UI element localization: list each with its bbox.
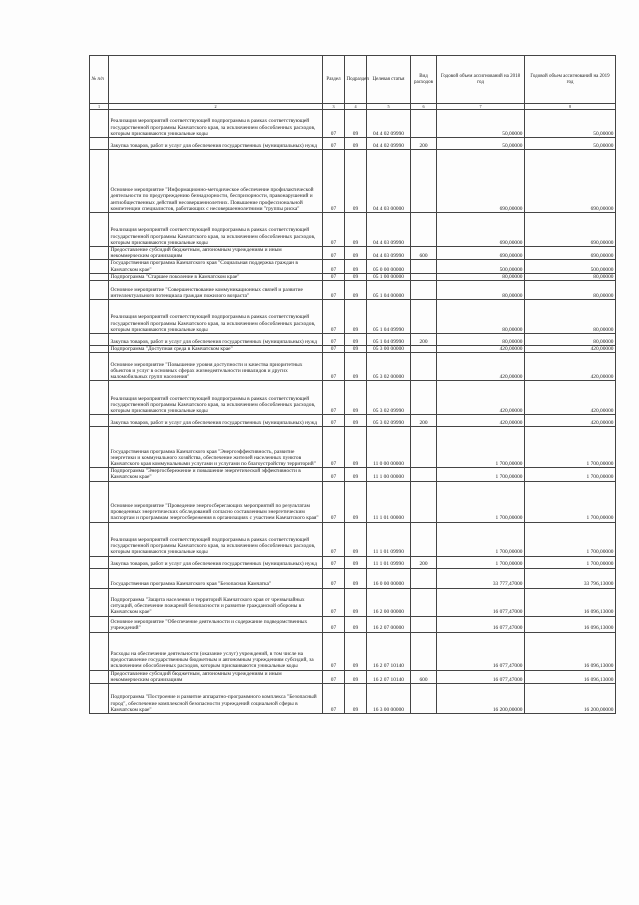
cell-amount-2018: 50,00000 xyxy=(437,110,525,138)
cell-vid: 200 xyxy=(411,556,437,568)
cell-vid xyxy=(411,632,437,670)
header-razdel: Раздел xyxy=(323,56,345,104)
cell-podrazdel: 09 xyxy=(345,213,367,247)
cell-num xyxy=(90,522,109,556)
table-row xyxy=(90,468,616,481)
cell-target: 04 4 03 09990 xyxy=(367,213,411,247)
cell-amount-2018: 1 700,00000 xyxy=(437,556,525,568)
cell-podrazdel: 09 xyxy=(345,247,367,260)
cell-podrazdel: 09 xyxy=(345,381,367,415)
cell-razdel: 07 xyxy=(323,568,345,588)
table-row xyxy=(90,346,616,353)
cell-podrazdel: 09 xyxy=(345,616,367,632)
table-row xyxy=(90,273,616,280)
cell-num xyxy=(90,468,109,481)
cell-razdel: 07 xyxy=(323,588,345,616)
cell-vid xyxy=(411,281,437,300)
header-name xyxy=(109,56,323,104)
cell-target: 16 2 07 10140 xyxy=(367,632,411,670)
cell-name: Государственная программа Камчатского края "Безопасная Камчатка" xyxy=(109,568,323,588)
table-header-row xyxy=(90,56,616,104)
cell-amount-2018: 80,00000 xyxy=(437,273,525,280)
cell-amount-2019: 1 700,00000 xyxy=(525,556,616,568)
cell-podrazdel: 09 xyxy=(345,150,367,213)
cell-amount-2018: 33 777,47000 xyxy=(437,568,525,588)
cell-name: Подпрограмма "Защита населения и территорий Камчатского края от чрезвычайных ситуаций, обеспечение пожарной безопасности и развитие гражданской обороны в Камчатском крае" xyxy=(109,588,323,616)
cell-vid xyxy=(411,381,437,415)
cell-num xyxy=(90,684,109,714)
cell-name: Государственная программа Камчатского края "Энергоэффективность, развитие энергетики и коммунального хозяйства, обеспечение жителей населенных пунктов Камчатского края коммунальными услугами и услугами по благоустройству территорий" xyxy=(109,427,323,468)
cell-vid: 600 xyxy=(411,247,437,260)
cell-razdel: 07 xyxy=(323,247,345,260)
cell-name: Предоставление субсидий бюджетным, автономным учреждениям и иным некоммерческим организациям xyxy=(109,247,323,260)
cell-target: 05 3 02 09990 xyxy=(367,381,411,415)
col-num-5: 5 xyxy=(367,104,411,110)
table-row xyxy=(90,138,616,150)
cell-vid xyxy=(411,300,437,334)
cell-num xyxy=(90,670,109,683)
cell-podrazdel: 09 xyxy=(345,281,367,300)
cell-num xyxy=(90,632,109,670)
cell-amount-2019: 16 096,13000 xyxy=(525,588,616,616)
budget-table xyxy=(89,55,616,714)
cell-target: 05 1 04 00000 xyxy=(367,281,411,300)
cell-name: Реализация мероприятий соответствующей подпрограммы в рамках соответствующей государственной программы Камчатского края, за исключением обособленных расходов, которым присваиваются уникальные коды xyxy=(109,381,323,415)
col-num-1: 1 xyxy=(90,104,109,110)
col-num-7: 7 xyxy=(437,104,525,110)
cell-razdel: 07 xyxy=(323,616,345,632)
cell-vid xyxy=(411,468,437,481)
table-row xyxy=(90,334,616,346)
table-row xyxy=(90,588,616,616)
cell-amount-2019: 420,00000 xyxy=(525,353,616,381)
header-2018: Годовой объем ассигнований на 2018 год xyxy=(437,56,525,104)
cell-target: 11 1 00 00000 xyxy=(367,468,411,481)
cell-amount-2019: 420,00000 xyxy=(525,381,616,415)
cell-name: Государственная программа Камчатского края "Социальная поддержка граждан в Камчатском крае" xyxy=(109,260,323,273)
table-row xyxy=(90,616,616,632)
cell-name: Основное мероприятие "Совершенствование коммуникационных связей и развитие интеллектуального потенциала граждан пожилого возраста" xyxy=(109,281,323,300)
cell-num xyxy=(90,150,109,213)
cell-vid xyxy=(411,150,437,213)
col-num-2: 2 xyxy=(109,104,323,110)
cell-razdel: 07 xyxy=(323,110,345,138)
cell-podrazdel: 09 xyxy=(345,300,367,334)
cell-amount-2019: 690,00000 xyxy=(525,150,616,213)
cell-amount-2018: 420,00000 xyxy=(437,353,525,381)
cell-amount-2018: 1 700,00000 xyxy=(437,522,525,556)
cell-num xyxy=(90,588,109,616)
table-row xyxy=(90,353,616,381)
cell-podrazdel: 09 xyxy=(345,632,367,670)
cell-podrazdel: 09 xyxy=(345,138,367,150)
cell-target: 11 1 01 09990 xyxy=(367,556,411,568)
cell-target: 05 1 04 09990 xyxy=(367,334,411,346)
cell-name: Подпрограмма "Энергосбережение и повышение энергетической эффективности в Камчатском крае" xyxy=(109,468,323,481)
cell-razdel: 07 xyxy=(323,468,345,481)
cell-target: 16 3 00 00000 xyxy=(367,684,411,714)
cell-vid xyxy=(411,273,437,280)
cell-name: Закупка товаров, работ и услуг для обеспечения государственных (муниципальных) нужд xyxy=(109,334,323,346)
cell-podrazdel: 09 xyxy=(345,556,367,568)
cell-razdel: 07 xyxy=(323,281,345,300)
cell-num xyxy=(90,353,109,381)
cell-target: 04 4 03 09990 xyxy=(367,247,411,260)
cell-amount-2018: 16 200,00000 xyxy=(437,684,525,714)
cell-amount-2019: 1 700,00000 xyxy=(525,481,616,522)
cell-razdel: 07 xyxy=(323,260,345,273)
cell-amount-2019: 500,00000 xyxy=(525,260,616,273)
cell-razdel: 07 xyxy=(323,415,345,427)
cell-target: 05 3 00 00000 xyxy=(367,346,411,353)
cell-amount-2018: 80,00000 xyxy=(437,281,525,300)
cell-razdel: 07 xyxy=(323,684,345,714)
table-row xyxy=(90,415,616,427)
cell-razdel: 07 xyxy=(323,670,345,683)
cell-num xyxy=(90,481,109,522)
cell-amount-2019: 80,00000 xyxy=(525,281,616,300)
cell-amount-2019: 50,00000 xyxy=(525,138,616,150)
cell-name: Реализация мероприятий соответствующей подпрограммы в рамках соответствующей государственной программы Камчатского края, за исключением обособленных расходов, которым присваиваются уникальные коды xyxy=(109,213,323,247)
cell-razdel: 07 xyxy=(323,353,345,381)
cell-num xyxy=(90,247,109,260)
cell-vid xyxy=(411,346,437,353)
cell-podrazdel: 09 xyxy=(345,670,367,683)
cell-num xyxy=(90,213,109,247)
cell-vid xyxy=(411,213,437,247)
cell-podrazdel: 09 xyxy=(345,568,367,588)
header-target: Целевая статья xyxy=(367,56,411,104)
cell-name: Подпрограмма "Старшее поколение в Камчатском крае" xyxy=(109,273,323,280)
cell-target: 16 0 00 00000 xyxy=(367,568,411,588)
cell-podrazdel: 09 xyxy=(345,415,367,427)
cell-target: 05 3 02 00000 xyxy=(367,353,411,381)
cell-target: 04 4 02 09990 xyxy=(367,138,411,150)
cell-target: 11 1 01 09990 xyxy=(367,522,411,556)
cell-amount-2019: 420,00000 xyxy=(525,346,616,353)
cell-amount-2018: 420,00000 xyxy=(437,415,525,427)
cell-amount-2019: 690,00000 xyxy=(525,247,616,260)
cell-podrazdel: 09 xyxy=(345,346,367,353)
cell-podrazdel: 09 xyxy=(345,110,367,138)
cell-num xyxy=(90,300,109,334)
cell-num xyxy=(90,346,109,353)
cell-amount-2018: 1 700,00000 xyxy=(437,427,525,468)
cell-target: 11 1 01 00000 xyxy=(367,481,411,522)
cell-name: Закупка товаров, работ и услуг для обеспечения государственных (муниципальных) нужд xyxy=(109,415,323,427)
cell-amount-2018: 1 700,00000 xyxy=(437,481,525,522)
cell-num xyxy=(90,568,109,588)
cell-name: Закупка товаров, работ и услуг для обеспечения государственных (муниципальных) нужд xyxy=(109,138,323,150)
cell-amount-2018: 690,00000 xyxy=(437,247,525,260)
cell-amount-2018: 690,00000 xyxy=(437,213,525,247)
col-num-8: 8 xyxy=(525,104,616,110)
cell-name: Подпрограмма "Построение и развитие аппаратно-программного комплекса "Безопасный город", обеспечение комплексной безопасности учреждений социальной сферы в Камчатском крае" xyxy=(109,684,323,714)
cell-name: Предоставление субсидий бюджетным, автономным учреждениям и иным некоммерческим организациям xyxy=(109,670,323,683)
cell-target: 04 4 02 09990 xyxy=(367,110,411,138)
cell-razdel: 07 xyxy=(323,273,345,280)
cell-amount-2018: 16 077,47000 xyxy=(437,670,525,683)
cell-vid: 200 xyxy=(411,415,437,427)
cell-name: Подпрограмма "Доступная среда в Камчатском крае" xyxy=(109,346,323,353)
cell-target: 11 0 00 00000 xyxy=(367,427,411,468)
table-row xyxy=(90,427,616,468)
cell-amount-2018: 50,00000 xyxy=(437,138,525,150)
cell-vid xyxy=(411,616,437,632)
table-row xyxy=(90,684,616,714)
cell-amount-2018: 16 077,47000 xyxy=(437,588,525,616)
cell-vid xyxy=(411,353,437,381)
header-2019: Годовой объем ассигнований на 2019 год xyxy=(525,56,616,104)
cell-amount-2018: 1 700,00000 xyxy=(437,468,525,481)
cell-name: Расходы на обеспечение деятельности (оказание услуг) учреждений, в том числе на предоставление государственным бюджетным и автономным учреждениям субсидий, за исключением обособленных расходов, которым присваиваются уникальные коды xyxy=(109,632,323,670)
cell-razdel: 07 xyxy=(323,522,345,556)
cell-num xyxy=(90,556,109,568)
cell-amount-2018: 80,00000 xyxy=(437,334,525,346)
cell-target: 16 2 07 00000 xyxy=(367,616,411,632)
cell-amount-2019: 690,00000 xyxy=(525,213,616,247)
cell-podrazdel: 09 xyxy=(345,684,367,714)
cell-amount-2018: 420,00000 xyxy=(437,381,525,415)
cell-razdel: 07 xyxy=(323,346,345,353)
cell-podrazdel: 09 xyxy=(345,588,367,616)
cell-name: Основное мероприятие "Информационно-методическое обеспечение профилактической деятельности по предупреждению безнадзорности, беспризорности, правонарушений и антиобщественных действий несовершеннолетних. Повышение профессиональной компетенции специалистов, работающих с несовершеннолетними "группы риска" xyxy=(109,150,323,213)
cell-vid xyxy=(411,260,437,273)
header-num: № п/п xyxy=(90,56,109,104)
cell-razdel: 07 xyxy=(323,632,345,670)
cell-vid xyxy=(411,684,437,714)
cell-name: Основное мероприятие "Обеспечение деятельности и содержание подведомственных учреждений" xyxy=(109,616,323,632)
table-row xyxy=(90,670,616,683)
table-row xyxy=(90,632,616,670)
cell-amount-2018: 500,00000 xyxy=(437,260,525,273)
header-vid: Вид расходов xyxy=(411,56,437,104)
cell-target: 04 4 03 00000 xyxy=(367,150,411,213)
cell-num xyxy=(90,415,109,427)
cell-podrazdel: 09 xyxy=(345,522,367,556)
cell-target: 05 1 04 09990 xyxy=(367,300,411,334)
table-row xyxy=(90,522,616,556)
table-row xyxy=(90,247,616,260)
cell-amount-2018: 16 077,47000 xyxy=(437,632,525,670)
cell-vid xyxy=(411,522,437,556)
cell-podrazdel: 09 xyxy=(345,260,367,273)
cell-razdel: 07 xyxy=(323,334,345,346)
cell-razdel: 07 xyxy=(323,150,345,213)
cell-vid: 200 xyxy=(411,334,437,346)
cell-amount-2018: 690,00000 xyxy=(437,150,525,213)
cell-podrazdel: 09 xyxy=(345,353,367,381)
cell-num xyxy=(90,427,109,468)
cell-amount-2019: 16 096,13000 xyxy=(525,632,616,670)
table-row xyxy=(90,213,616,247)
cell-amount-2019: 50,00000 xyxy=(525,110,616,138)
cell-podrazdel: 09 xyxy=(345,481,367,522)
cell-vid xyxy=(411,588,437,616)
cell-name: Основное мероприятие "Проведение энергосберегающих мероприятий по результатам проведенных энергетических обследований согласно составленным энергетическим паспортам и программам энергосбережения в организациях с участием Камчатского края" xyxy=(109,481,323,522)
table-row xyxy=(90,556,616,568)
cell-num xyxy=(90,281,109,300)
table-row xyxy=(90,281,616,300)
cell-amount-2019: 420,00000 xyxy=(525,415,616,427)
cell-vid xyxy=(411,110,437,138)
cell-podrazdel: 09 xyxy=(345,334,367,346)
cell-amount-2019: 1 700,00000 xyxy=(525,427,616,468)
cell-num xyxy=(90,273,109,280)
col-num-3: 3 xyxy=(323,104,345,110)
cell-amount-2019: 33 796,13000 xyxy=(525,568,616,588)
cell-target: 16 2 00 00000 xyxy=(367,588,411,616)
table-row xyxy=(90,150,616,213)
cell-amount-2019: 16 096,13000 xyxy=(525,670,616,683)
cell-podrazdel: 09 xyxy=(345,427,367,468)
cell-amount-2019: 16 200,00000 xyxy=(525,684,616,714)
cell-razdel: 07 xyxy=(323,427,345,468)
table-row xyxy=(90,300,616,334)
cell-amount-2019: 80,00000 xyxy=(525,334,616,346)
cell-num xyxy=(90,110,109,138)
cell-name: Реализация мероприятий соответствующей подпрограммы в рамках соответствующей государственной программы Камчатского края, за исключением обособленных расходов, которым присваиваются уникальные коды xyxy=(109,522,323,556)
table-row xyxy=(90,568,616,588)
cell-num xyxy=(90,260,109,273)
cell-target: 16 2 07 10140 xyxy=(367,670,411,683)
col-num-4: 4 xyxy=(345,104,367,110)
cell-razdel: 07 xyxy=(323,556,345,568)
header-podrazdel: Подраздел xyxy=(345,56,367,104)
cell-razdel: 07 xyxy=(323,381,345,415)
cell-razdel: 07 xyxy=(323,138,345,150)
cell-vid: 200 xyxy=(411,138,437,150)
cell-vid xyxy=(411,481,437,522)
cell-target: 05 0 00 00000 xyxy=(367,260,411,273)
cell-podrazdel: 09 xyxy=(345,273,367,280)
cell-num xyxy=(90,381,109,415)
cell-razdel: 07 xyxy=(323,300,345,334)
cell-amount-2019: 1 700,00000 xyxy=(525,468,616,481)
cell-razdel: 07 xyxy=(323,213,345,247)
cell-target: 05 3 02 09990 xyxy=(367,415,411,427)
cell-name: Основное мероприятие "Повышение уровня доступности и качества приоритетных объектов и услуг в основных сферах жизнедеятельности инвалидов и других маломобильных групп населения" xyxy=(109,353,323,381)
cell-num xyxy=(90,138,109,150)
cell-num xyxy=(90,616,109,632)
table-row xyxy=(90,110,616,138)
col-num-6: 6 xyxy=(411,104,437,110)
cell-razdel: 07 xyxy=(323,481,345,522)
cell-amount-2018: 16 077,47000 xyxy=(437,616,525,632)
cell-podrazdel: 09 xyxy=(345,468,367,481)
cell-vid: 600 xyxy=(411,670,437,683)
cell-name: Закупка товаров, работ и услуг для обеспечения государственных (муниципальных) нужд xyxy=(109,556,323,568)
cell-vid xyxy=(411,427,437,468)
cell-amount-2018: 420,00000 xyxy=(437,346,525,353)
cell-amount-2019: 1 700,00000 xyxy=(525,522,616,556)
cell-amount-2018: 80,00000 xyxy=(437,300,525,334)
cell-amount-2019: 16 096,13000 xyxy=(525,616,616,632)
cell-vid xyxy=(411,568,437,588)
cell-target: 05 1 00 00000 xyxy=(367,273,411,280)
cell-name: Реализация мероприятий соответствующей подпрограммы в рамках соответствующей государственной программы Камчатского края, за исключением обособленных расходов, которым присваиваются уникальные коды xyxy=(109,110,323,138)
table-row xyxy=(90,260,616,273)
cell-name: Реализация мероприятий соответствующей подпрограммы в рамках соответствующей государственной программы Камчатского края, за исключением обособленных расходов, которым присваиваются уникальные коды xyxy=(109,300,323,334)
cell-num xyxy=(90,334,109,346)
cell-amount-2019: 80,00000 xyxy=(525,273,616,280)
cell-amount-2019: 80,00000 xyxy=(525,300,616,334)
table-row xyxy=(90,381,616,415)
table-row xyxy=(90,481,616,522)
